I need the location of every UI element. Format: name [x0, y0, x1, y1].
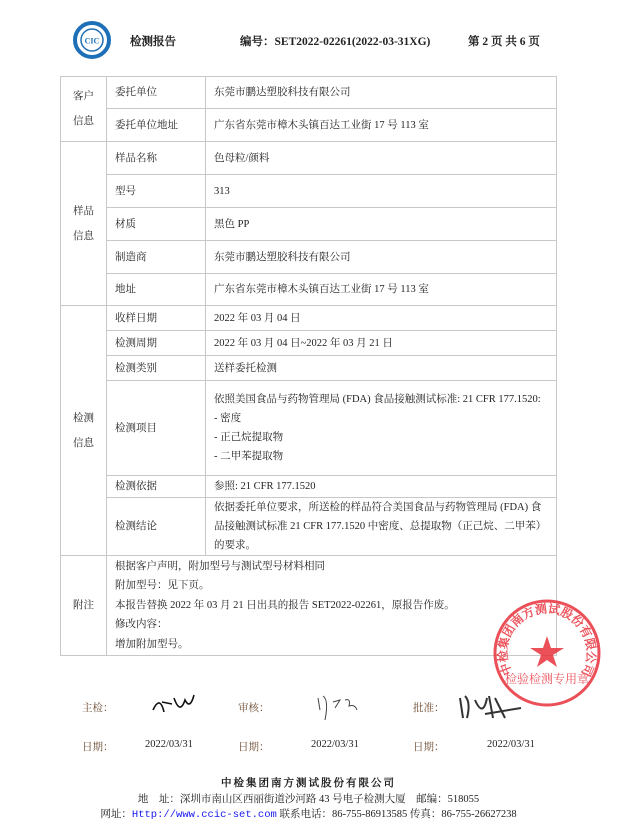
remark-line: 附加型号：见下页。: [115, 580, 210, 592]
field-label: 委托单位: [107, 77, 206, 109]
date-label: 日期：: [82, 742, 114, 753]
field-value: 313: [206, 175, 557, 208]
value-line: 依照美国食品与药物管理局 (FDA) 食品接触测试标准: 21 CFR 177.1520:: [214, 394, 541, 405]
footer-company: 中检集团南方测试股份有限公司: [221, 778, 396, 789]
doc-title: 检测报告: [130, 36, 176, 48]
report-table: [60, 76, 557, 656]
inspector-label: 主检：: [82, 703, 114, 714]
inspector-date: 2022/03/31: [145, 739, 193, 750]
reviewer-label: 审核：: [238, 703, 270, 714]
field-value: [206, 381, 557, 476]
field-value: 广东省东莞市樟木头镇百达工业街 17 号 113 室: [206, 109, 557, 142]
value-line: 送样委托检测: [214, 362, 277, 374]
table-row: [61, 476, 557, 498]
table-row: [61, 208, 557, 241]
date-label: 日期：: [413, 742, 445, 753]
approver-signature: [455, 688, 525, 728]
test-group-label: 检测 信息: [61, 306, 107, 556]
value-line: - 正己烷提取物: [214, 432, 284, 443]
page-indicator: 第 2 页 共 6 页: [468, 36, 540, 48]
remark-line: 本报告替换 2022 年 03 月 21 日出具的报告 SET2022-02261，原报告作废。: [115, 599, 455, 611]
table-row: [61, 77, 557, 109]
field-value: [206, 331, 557, 356]
header: [0, 20, 617, 60]
logo-text: CIC: [84, 36, 100, 46]
seal-ring-text: 中检集团南方测试股份有限公司: [495, 601, 599, 679]
reviewer-signature: [315, 690, 365, 725]
remark-line: 根据客户声明，附加型号与测试型号材料相同: [115, 560, 325, 572]
table-row: [61, 274, 557, 306]
date-label: 日期：: [238, 742, 270, 753]
value-line: 2022 年 03 月 04 日: [214, 312, 301, 324]
field-label: 检测周期: [107, 331, 206, 356]
field-value: [206, 306, 557, 331]
table-row: [61, 142, 557, 175]
value-line: - 密度: [214, 413, 242, 424]
footer-contact: [0, 806, 617, 821]
sample-group-label: 样品 信息: [61, 142, 107, 306]
value-line: 依据委托单位要求，所送检的样品符合美国食品与药物管理局 (FDA) 食品接触测试标准 21 CFR 177.1520 中密度、总提取物（正己烷、二甲苯）的要求。: [214, 502, 547, 551]
table-row: [61, 109, 557, 142]
field-value: 色母粒/颜料: [206, 142, 557, 175]
reviewer-date: 2022/03/31: [311, 739, 359, 750]
remark-line: 修改内容：: [115, 619, 168, 631]
seal-center-text: 检验检测专用章: [504, 672, 590, 686]
phone-fax: 联系电话：86-755-86913585 传真：86-755-26627238: [276, 809, 517, 820]
field-label: 地址: [107, 274, 206, 306]
remark-content: [107, 556, 557, 656]
star-icon: [530, 636, 564, 667]
field-value: 东莞市鹏达塑胶科技有限公司: [206, 77, 557, 109]
field-label: 型号: [107, 175, 206, 208]
table-row: [61, 356, 557, 381]
inspector-signature: [150, 690, 200, 720]
customer-group-label: 客户 信息: [61, 77, 107, 142]
table-row: [61, 175, 557, 208]
table-row: [61, 556, 557, 656]
field-label: 样品名称: [107, 142, 206, 175]
footer-address: 地 址：深圳市南山区西丽街道沙河路 43 号电子检测大厦 邮编：518055: [137, 794, 480, 805]
table-row: [61, 241, 557, 274]
field-label: 检测类别: [107, 356, 206, 381]
field-value: [206, 476, 557, 498]
value-line: 参照: 21 CFR 177.1520: [214, 481, 316, 492]
table-row: [61, 331, 557, 356]
value-line: - 二甲苯提取物: [214, 451, 284, 462]
field-value: [206, 498, 557, 556]
field-label: 检测依据: [107, 476, 206, 498]
field-label: 材质: [107, 208, 206, 241]
field-value: [206, 356, 557, 381]
website-link[interactable]: Http://www.ccic-set.com: [131, 809, 277, 821]
field-label: 检测结论: [107, 498, 206, 556]
field-value: 黑色 PP: [206, 208, 557, 241]
remark-group-label: 附注: [61, 556, 107, 656]
field-label: 制造商: [107, 241, 206, 274]
table-row: [61, 498, 557, 556]
value-line: 2022 年 03 月 04 日~2022 年 03 月 21 日: [214, 337, 393, 349]
table-row: [61, 381, 557, 476]
field-value: 广东省东莞市樟木头镇百达工业街 17 号 113 室: [206, 274, 557, 306]
web-label: 网址：: [100, 809, 132, 820]
approver-date: 2022/03/31: [487, 739, 535, 750]
cic-logo: [72, 20, 112, 60]
field-label: 检测项目: [107, 381, 206, 476]
report-number: 编号：SET2022-02261(2022-03-31XG): [240, 36, 431, 48]
field-value: 东莞市鹏达塑胶科技有限公司: [206, 241, 557, 274]
approver-label: 批准：: [413, 703, 445, 714]
remark-line: 增加附加型号。: [115, 638, 189, 650]
table-row: [61, 306, 557, 331]
field-label: 收样日期: [107, 306, 206, 331]
field-label: 委托单位地址: [107, 109, 206, 142]
